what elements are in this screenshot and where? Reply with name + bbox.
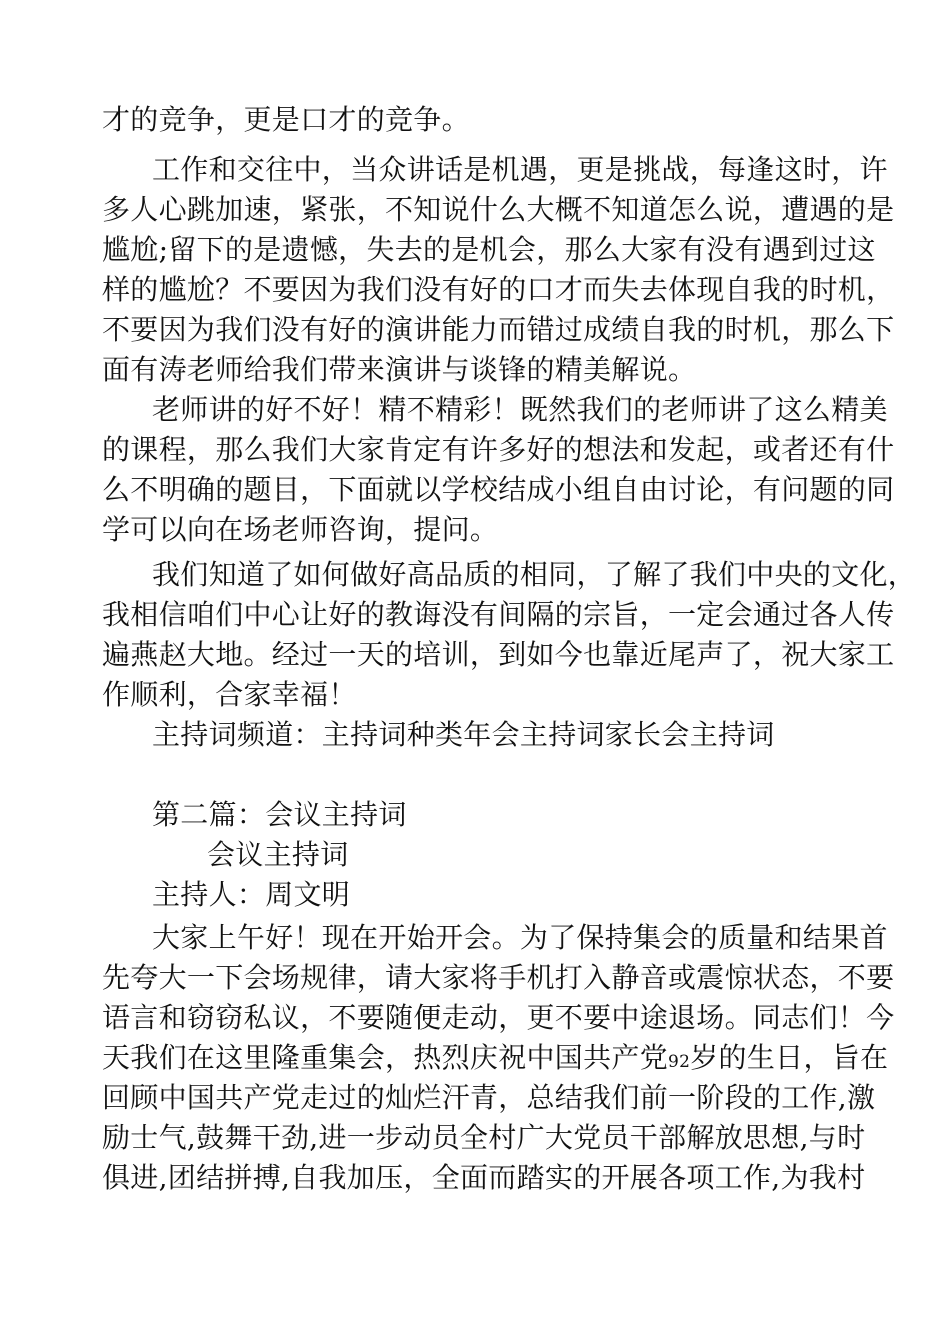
text-line: 不要因为我们没有好的演讲能力而错过成绩自我的时机，那么下 bbox=[102, 313, 895, 346]
text-line: 大家上午好！现在开始开会。为了保持集会的质量和结果首 bbox=[152, 921, 888, 954]
text-line: 我相信咱们中心让好的教诲没有间隔的宗旨，一定会通过各人传 bbox=[102, 598, 895, 631]
section-heading: 第二篇：会议主持词 bbox=[152, 798, 407, 831]
text-line: 面有涛老师给我们带来演讲与谈锋的精美解说。 bbox=[102, 353, 697, 386]
text-line: 尴尬;留下的是遗憾，失去的是机会，那么大家有没有遇到过这 bbox=[102, 233, 876, 266]
text-line: 的课程，那么我们大家肯定有许多好的想法和发起，或者还有什 bbox=[102, 433, 895, 466]
section-subtitle: 会议主持词 bbox=[207, 838, 349, 871]
host-line: 主持人：周文明 bbox=[152, 878, 351, 911]
text-line: 老师讲的好不好！精不精彩！既然我们的老师讲了这么精美 bbox=[152, 393, 888, 426]
text-line bbox=[102, 1038, 889, 1078]
text-line: 语言和窃窃私议，不要随便走动，更不要中途退场。同志们！今 bbox=[102, 1001, 895, 1034]
text-line: 励士气,鼓舞干劲,进一步动员全村广大党员干部解放思想,与时 bbox=[102, 1121, 866, 1154]
text-line: 才的竞争，更是口才的竞争。 bbox=[102, 103, 470, 136]
text-line: 多人心跳加速，紧张，不知说什么大概不知道怎么说，遭遇的是 bbox=[102, 193, 895, 226]
text-line: 样的尴尬？不要因为我们没有好的口才而失去体现自我的时机， bbox=[102, 273, 895, 306]
text-line: 回顾中国共产党走过的灿烂汗青，总结我们前一阶段的工作,激 bbox=[102, 1081, 876, 1114]
text-line: 遍燕赵大地。经过一天的培训，到如今也靠近尾声了，祝大家工 bbox=[102, 638, 895, 671]
number-92: 92 bbox=[668, 1052, 691, 1072]
text-line: 作顺利，合家幸福！ bbox=[102, 678, 357, 711]
text-line: 先夸大一下会场规律，请大家将手机打入静音或震惊状态，不要 bbox=[102, 961, 895, 994]
text-segment: 岁的生日，旨在 bbox=[690, 1041, 889, 1074]
text-segment: 天我们在这里隆重集会，热烈庆祝中国共产党 bbox=[102, 1041, 669, 1074]
text-line: 我们知道了如何做好高品质的相同，了解了我们中央的文化， bbox=[152, 558, 917, 591]
text-line: 工作和交往中，当众讲话是机遇，更是挑战，每逢这时，许 bbox=[152, 153, 888, 186]
text-line: 学可以向在场老师咨询，提问。 bbox=[102, 513, 499, 546]
text-line: 主持词频道：主持词种类年会主持词家长会主持词 bbox=[152, 718, 775, 751]
text-line: 么不明确的题目，下面就以学校结成小组自由讨论，有问题的同 bbox=[102, 473, 895, 506]
text-line: 俱进,团结拼搏,自我加压，全面而踏实的开展各项工作,为我村 bbox=[102, 1161, 866, 1194]
